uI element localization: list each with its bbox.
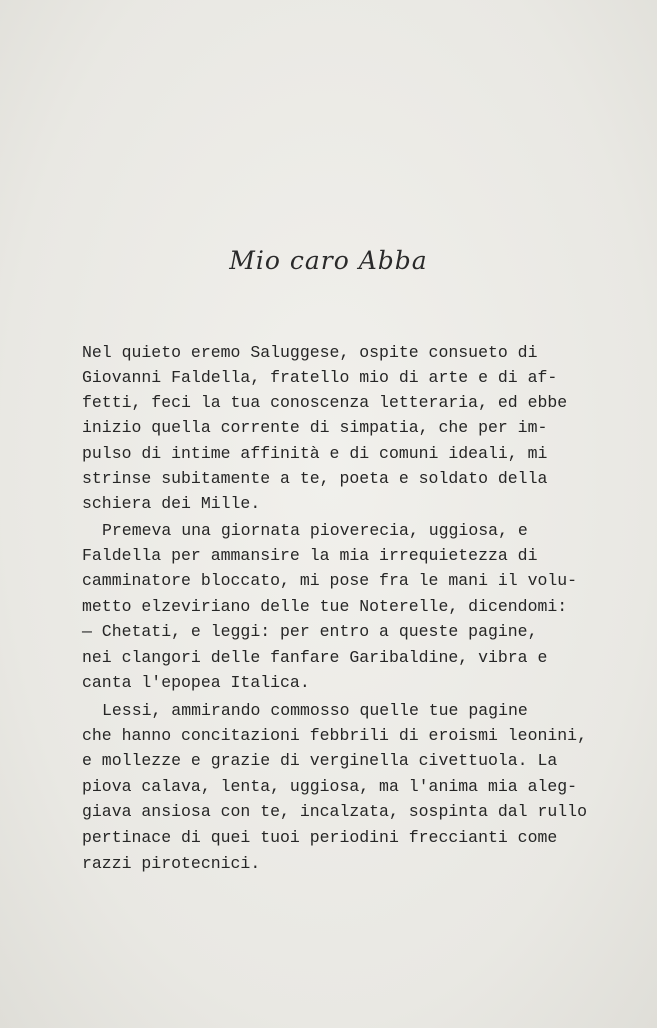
text-line: schiera dei Mille.: [82, 494, 261, 513]
text-line: metto elzeviriano delle tue Noterelle, dicendomi:: [82, 597, 568, 616]
text-line: Nel quieto eremo Saluggese, ospite consueto di: [82, 343, 538, 362]
text-line: piova calava, lenta, uggiosa, ma l'anima mia aleg-: [82, 777, 578, 796]
text-line: razzi pirotecnici.: [82, 854, 261, 873]
text-line: pertinace di quei tuoi periodini freccianti come: [82, 828, 558, 847]
text-line: — Chetati, e leggi: per entro a queste pagine,: [82, 622, 538, 641]
text-line: giava ansiosa con te, incalzata, sospinta dal rullo: [82, 802, 587, 821]
text-line: pulso di intime affinità e di comuni ideali, mi: [82, 444, 548, 463]
salutation: Mio caro Abba: [229, 246, 428, 275]
text-line: Faldella per ammansire la mia irrequietezza di: [82, 546, 538, 565]
text-line: Lessi, ammirando commosso quelle tue pagine: [102, 701, 528, 720]
text-line: inizio quella corrente di simpatia, che per im-: [82, 418, 548, 437]
text-line: canta l'epopea Italica.: [82, 673, 310, 692]
text-line: camminatore bloccato, mi pose fra le mani il volu-: [82, 571, 578, 590]
text-line: Giovanni Faldella, fratello mio di arte e di af-: [82, 368, 558, 387]
text-line: strinse subitamente a te, poeta e soldato della: [82, 469, 548, 488]
text-line: che hanno concitazioni febbrili di eroismi leonini,: [82, 726, 587, 745]
text-line: e mollezze e grazie di verginella civettuola. La: [82, 751, 558, 770]
text-line: Premeva una giornata pioverecia, uggiosa, e: [102, 521, 528, 540]
text-line: fetti, feci la tua conoscenza letteraria, ed ebbe: [82, 393, 568, 412]
text-line: nei clangori delle fanfare Garibaldine, vibra e: [82, 648, 548, 667]
